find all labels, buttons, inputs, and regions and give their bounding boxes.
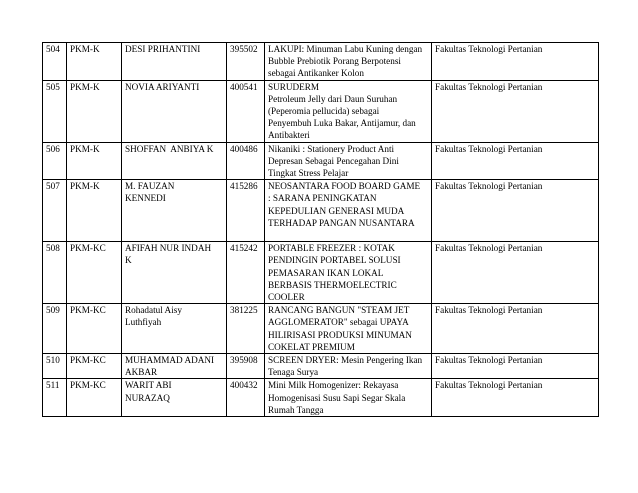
faculty-name: Fakultas Teknologi Pertanian <box>432 43 599 81</box>
proposal-id: 415286 <box>227 180 265 242</box>
proposal-title: LAKUPI: Minuman Labu Kuning dengan Bubble Prebiotik Porang Berpotensi sebagai Antikanker Kolon <box>265 43 432 81</box>
table-row <box>43 43 599 81</box>
proposal-id: 395908 <box>227 354 265 379</box>
table-row <box>43 180 599 242</box>
scheme-code: PKM-KC <box>67 242 122 304</box>
scheme-code: PKM-KC <box>67 304 122 354</box>
proposal-id: 395502 <box>227 43 265 81</box>
proposal-id: 400486 <box>227 142 265 180</box>
proposal-title: PORTABLE FREEZER : KOTAK PENDINGIN PORTABEL SOLUSI PEMASARAN IKAN LOKAL BERBASIS THERMOELECTRIC COOLER <box>265 242 432 304</box>
student-name: SHOFFAN ANBIYA K <box>122 142 227 180</box>
scheme-code: PKM-KC <box>67 354 122 379</box>
table-row <box>43 142 599 180</box>
student-name: WARIT ABI NURAZAQ <box>122 379 227 417</box>
row-number: 508 <box>43 242 67 304</box>
student-name: AFIFAH NUR INDAH K <box>122 242 227 304</box>
proposal-id: 400432 <box>227 379 265 417</box>
student-name: DESI PRIHANTINI <box>122 43 227 81</box>
scheme-code: PKM-K <box>67 180 122 242</box>
scheme-code: PKM-K <box>67 80 122 142</box>
faculty-name: Fakultas Teknologi Pertanian <box>432 180 599 242</box>
proposal-title: NEOSANTARA FOOD BOARD GAME : SARANA PENINGKATAN KEPEDULIAN GENERASI MUDA TERHADAP PANGAN NUSANTARA <box>265 180 432 242</box>
scheme-code: PKM-K <box>67 43 122 81</box>
table-row <box>43 80 599 142</box>
proposal-title: RANCANG BANGUN "STEAM JET AGGLOMERATOR" sebagai UPAYA HILIRISASI PRODUKSI MINUMAN COKELAT PREMIUM <box>265 304 432 354</box>
faculty-name: Fakultas Teknologi Pertanian <box>432 242 599 304</box>
faculty-name: Fakultas Teknologi Pertanian <box>432 304 599 354</box>
table-body <box>43 43 599 417</box>
table-row <box>43 304 599 354</box>
proposal-id: 400541 <box>227 80 265 142</box>
row-number: 506 <box>43 142 67 180</box>
proposal-title: Nikaniki : Stationery Product Anti Depresan Sebagai Pencegahan Dini Tingkat Stress Pelajar <box>265 142 432 180</box>
row-number: 507 <box>43 180 67 242</box>
row-number: 510 <box>43 354 67 379</box>
row-number: 509 <box>43 304 67 354</box>
row-number: 504 <box>43 43 67 81</box>
faculty-name: Fakultas Teknologi Pertanian <box>432 80 599 142</box>
student-name: NOVIA ARIYANTI <box>122 80 227 142</box>
student-name: MUHAMMAD ADANI AKBAR <box>122 354 227 379</box>
proposal-title: SCREEN DRYER: Mesin Pengering Ikan Tenaga Surya <box>265 354 432 379</box>
faculty-name: Fakultas Teknologi Pertanian <box>432 354 599 379</box>
proposal-id: 415242 <box>227 242 265 304</box>
table-row <box>43 379 599 417</box>
table-row <box>43 242 599 304</box>
scheme-code: PKM-KC <box>67 379 122 417</box>
proposal-title: Mini Milk Homogenizer: Rekayasa Homogenisasi Susu Sapi Segar Skala Rumah Tangga <box>265 379 432 417</box>
student-name: M. FAUZAN KENNEDI <box>122 180 227 242</box>
student-name: Rohadatul Aisy Luthfiyah <box>122 304 227 354</box>
proposal-title: SURUDERM Petroleum Jelly dari Daun Suruhan (Peperomia pellucida) sebagai Penyembuh Luka Bakar, Antijamur, dan Antibakteri <box>265 80 432 142</box>
row-number: 505 <box>43 80 67 142</box>
scheme-code: PKM-K <box>67 142 122 180</box>
row-number: 511 <box>43 379 67 417</box>
faculty-name: Fakultas Teknologi Pertanian <box>432 379 599 417</box>
proposal-id: 381225 <box>227 304 265 354</box>
faculty-name: Fakultas Teknologi Pertanian <box>432 142 599 180</box>
proposal-table <box>42 42 599 417</box>
table-row <box>43 354 599 379</box>
